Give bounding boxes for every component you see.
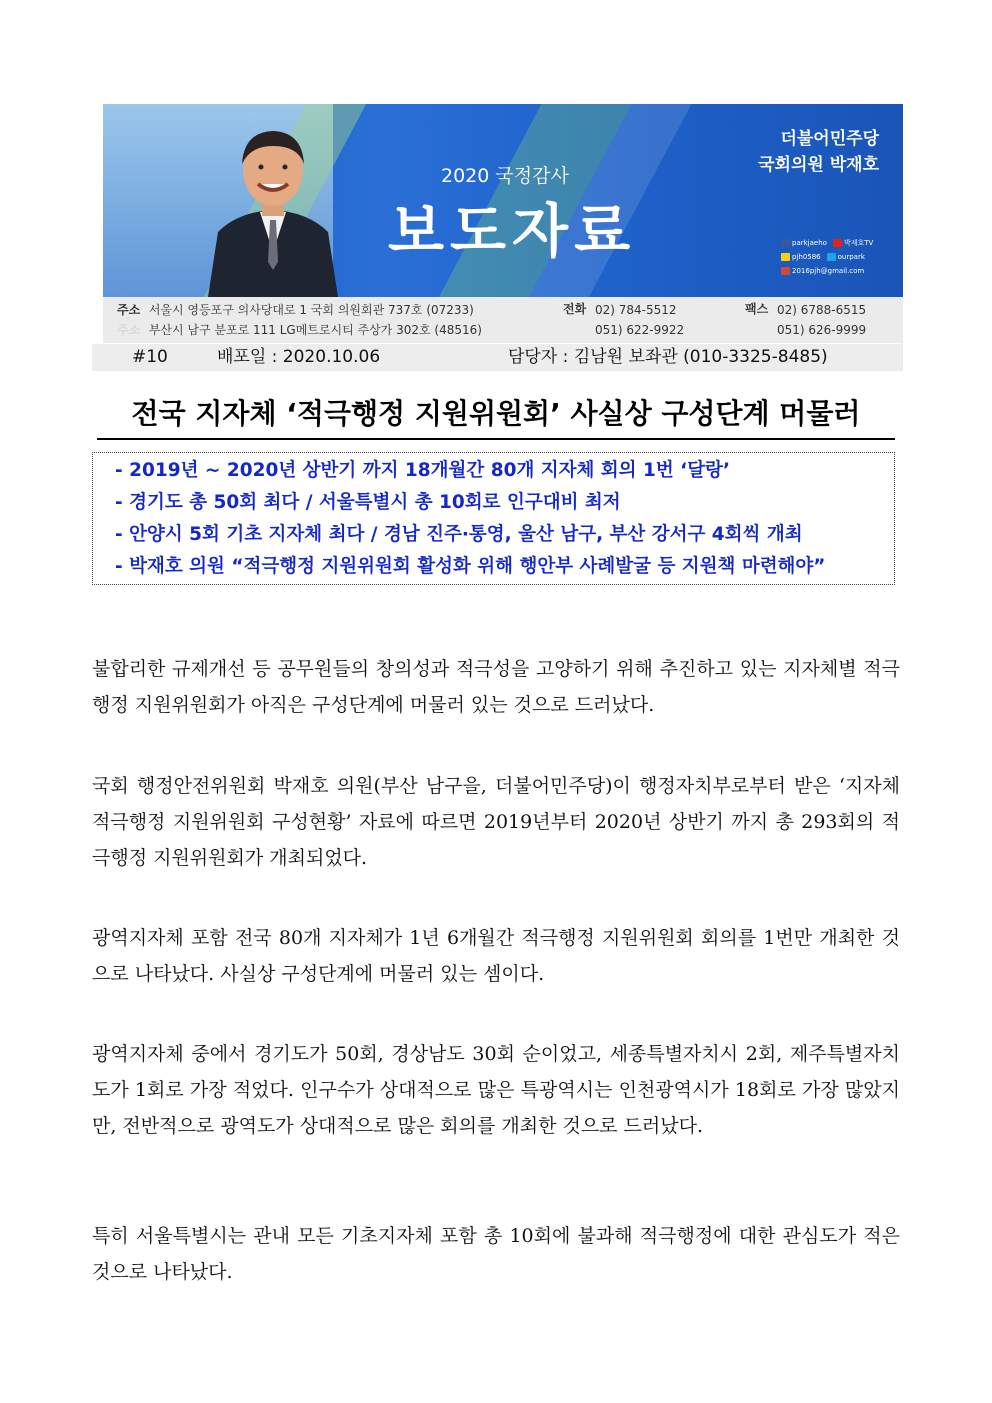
fax-label: [745, 300, 768, 317]
press-release-title: 보도자료: [388, 197, 637, 265]
social-youtube[interactable]: [833, 238, 873, 248]
twitter-icon: [827, 253, 836, 261]
social-twitter[interactable]: [827, 253, 865, 261]
contact-person: 담당자 : 김남원 보좌관 (010-3325-8485): [508, 347, 828, 367]
audit-label: 2020 국정감사: [441, 165, 569, 187]
member-portrait: [198, 112, 348, 297]
facebook-handle: parkjaeho: [792, 239, 827, 247]
twitter-handle: ourpark: [837, 253, 865, 261]
address-label: 주소: [117, 303, 141, 317]
summary-item: - 안양시 5회 기초 지자체 최다 / 경남 진주·통영, 울산 남구, 부산 강서구 4회씩 개최: [115, 524, 803, 545]
address-label: 주소: [117, 323, 141, 337]
social-facebook[interactable]: [781, 239, 827, 247]
phone-busan: 051) 622-9922: [595, 323, 685, 337]
social-row: [781, 264, 901, 278]
social-row: [781, 236, 901, 250]
summary-item: - 박재호 의원 “적극행정 지원위원회 활성화 위해 행안부 사례발굴 등 지원책 마련해야”: [115, 556, 826, 577]
phone-label: [563, 300, 586, 317]
phone-seoul: 02) 784-5512: [595, 303, 677, 317]
youtube-handle: 박재호TV: [843, 239, 874, 247]
body-paragraph: 국회 행정안전위원회 박재호 의원(부산 남구을, 더불어민주당)이 행정자치부로부터 받은 ‘지자체 적극행정 지원위원회 구성현황’ 자료에 따르면 2019년부터 2020년 상반기 까지 총 293회의 적극행정 지원위원회가 개최되었다.: [92, 775, 900, 869]
youtube-icon: [833, 239, 842, 247]
kakao-handle: pjh0586: [792, 253, 821, 261]
body-paragraph: 불합리한 규제개선 등 공무원들의 창의성과 적극성을 고양하기 위해 추진하고 있는 지자체별 적극행정 지원위원회가 아직은 구성단계에 머물러 있는 것으로 드러났다.: [92, 658, 900, 716]
mail-icon: [781, 267, 790, 275]
address-seoul: 서울시 영등포구 의사당대로 1 국회 의원회관 737호 (07233): [148, 303, 474, 317]
release-number: #10: [132, 347, 168, 367]
release-date: 배포일 : 2020.10.06: [217, 347, 381, 367]
fax-busan: 051) 626-9999: [777, 323, 867, 337]
summary-box: [92, 452, 895, 585]
facebook-icon: [781, 239, 790, 247]
press-release-banner: [103, 104, 903, 297]
email-address: 2016pjh@gmail.com: [792, 267, 865, 275]
body-paragraph: 특히 서울특별시는 관내 모든 기초지자체 포함 총 10회에 불과해 적극행정에 대한 관심도가 적은 것으로 나타났다.: [92, 1225, 900, 1283]
address-busan: 부산시 남구 분포로 111 LG메트로시티 주상가 302호 (48516): [148, 323, 482, 337]
contact-row-seoul: [117, 300, 474, 320]
body-paragraph: 광역지자체 중에서 경기도가 50회, 경상남도 30회 순이었고, 세종특별자치시 2회, 제주특별자치도가 1회로 가장 적었다. 인구수가 상대적으로 많은 특광역시는 인천광역시가 18회로 가장 많았지만, 전반적으로 광역도가 상대적으로 많은 회의를 개최한 것으로 드러났다.: [92, 1043, 900, 1137]
party-block: [758, 126, 879, 178]
fax-seoul: 02) 6788-6515: [777, 303, 867, 317]
phone-label-text: 전화: [563, 302, 587, 316]
fax-label-text: 팩스: [745, 302, 769, 316]
social-email[interactable]: [781, 267, 864, 275]
contact-strip: [103, 297, 903, 343]
member-name: 국회의원 박재호: [758, 155, 879, 175]
social-kakao[interactable]: [781, 253, 821, 261]
party-name: 더불어민주당: [780, 129, 879, 149]
social-row: [781, 250, 901, 264]
contact-row-busan: [117, 320, 482, 340]
summary-item: - 2019년 ~ 2020년 상반기 까지 18개월간 80개 지자체 회의 1번 ‘달랑’: [115, 460, 730, 481]
social-links: [781, 236, 901, 278]
headline: 전국 지자체 ‘적극행정 지원위원회’ 사실상 구성단계 머물러: [97, 392, 895, 440]
kakao-icon: [781, 253, 790, 261]
body-paragraph: 광역지자체 포함 전국 80개 지자체가 1년 6개월간 적극행정 지원위원회 회의를 1번만 개최한 것으로 나타났다. 사실상 구성단계에 머물러 있는 셈이다.: [92, 927, 900, 985]
summary-item: - 경기도 총 50회 최다 / 서울특별시 총 10회로 인구대비 최저: [115, 492, 621, 513]
release-meta: [92, 344, 903, 371]
